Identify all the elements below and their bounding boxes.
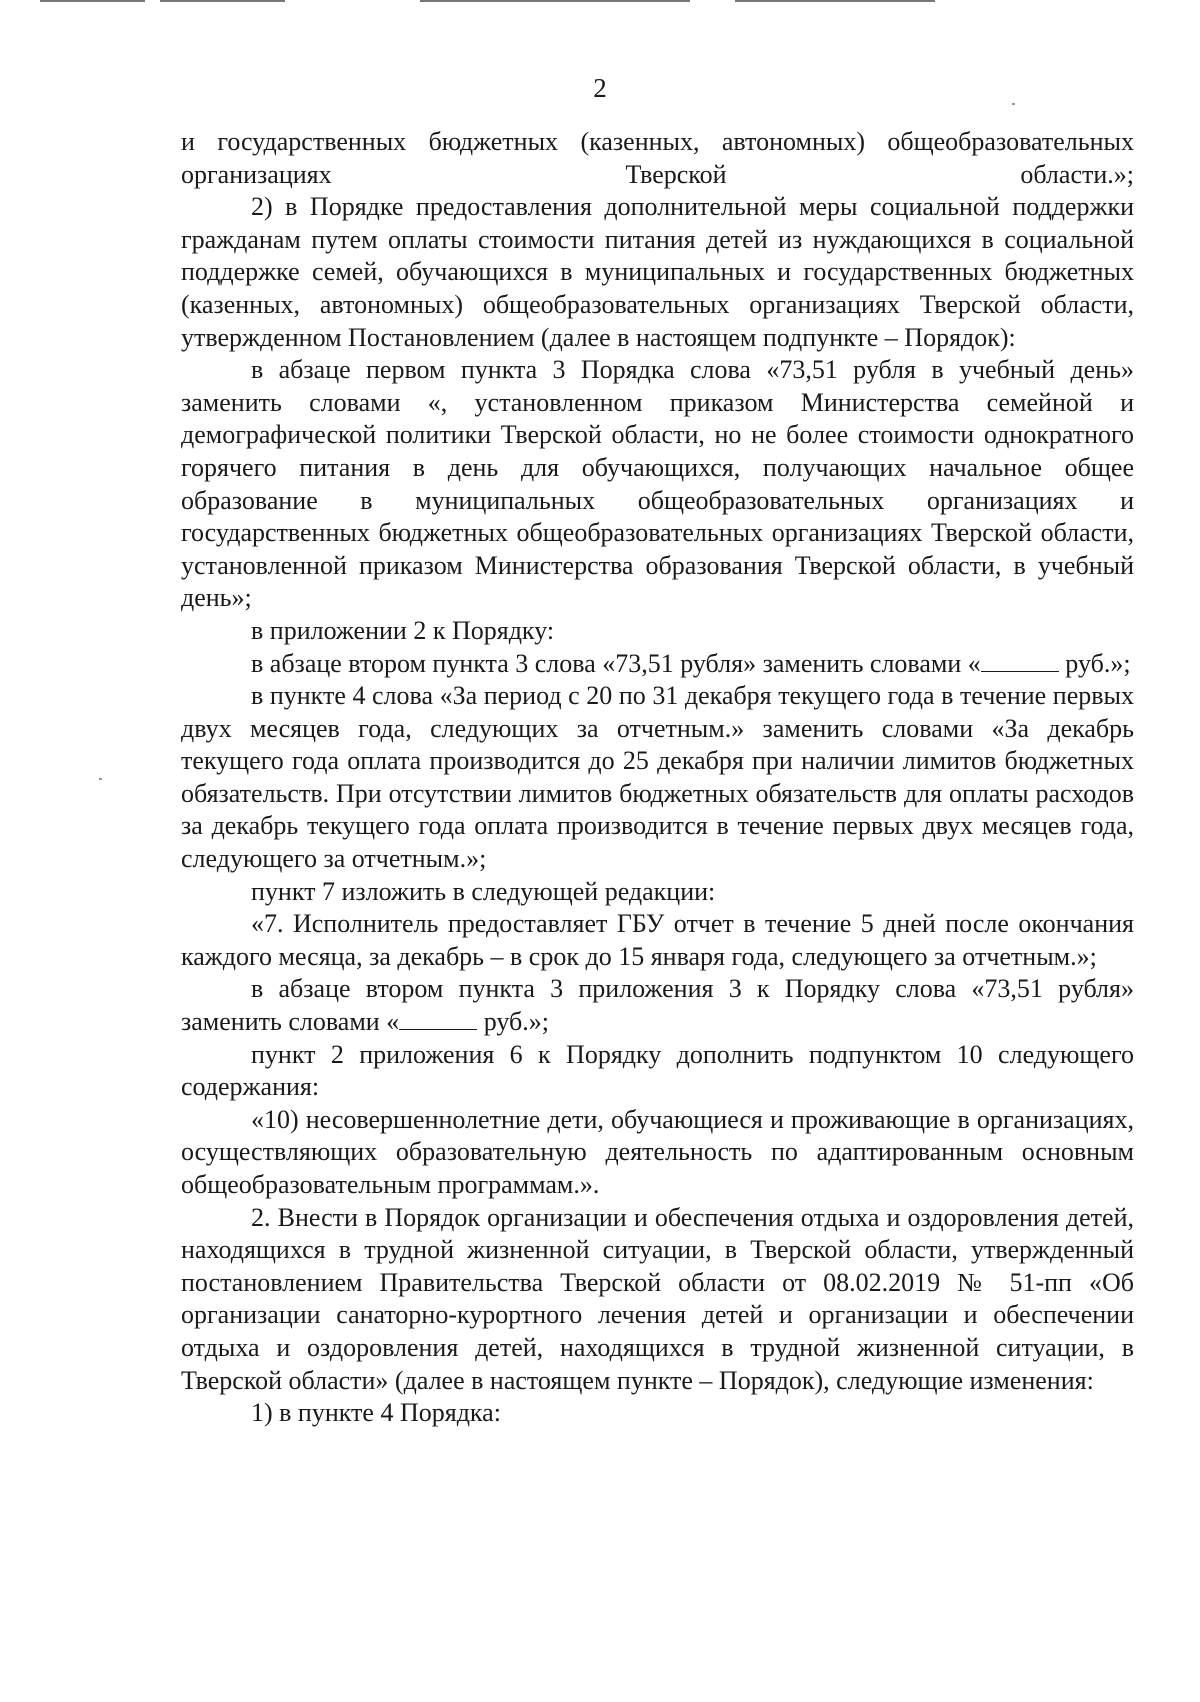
- paragraph: «7. Исполнитель предоставляет ГБУ отчет в течение 5 дней после окончания каждого месяца, за декабрь – в срок до 15 января года, следующего за отчетным.»;: [181, 909, 1134, 971]
- scan-edge-line: [735, 0, 935, 2]
- paragraph: 1) в пункте 4 Порядка:: [251, 1398, 501, 1428]
- scan-edge-line: [420, 0, 690, 2]
- scan-edge-line: [160, 0, 285, 2]
- paragraph: «10) несовершеннолетние дети, обучающиеся и проживающие в организациях, осуществляющих образовательную деятельность по адаптированным основным общеобразовательным программам.».: [181, 1104, 1134, 1199]
- blank-field: [399, 1007, 477, 1030]
- paragraph: пункт 7 изложить в следующей редакции:: [251, 876, 716, 906]
- paragraph-text: в абзаце втором пункта 3 слова «73,51 рубля» заменить словами «: [251, 648, 981, 678]
- paragraph: 2. Внести в Порядок организации и обеспечения отдыха и оздоровления детей, находящихся в трудной жизненной ситуации, в Тверской области, утвержденный постановлением Правительства Тверской области от 08.02.2019 № 51-пп «Об организации санаторно-курортного лечения детей и организации и обеспечении отдыха и оздоровления детей, находящихся в трудной жизненной ситуации, в Тверской области» (далее в настоящем пункте – Порядок), следующие изменения:: [181, 1202, 1134, 1395]
- paragraph: в приложении 2 к Порядку:: [251, 615, 555, 645]
- scan-edge-line: [40, 0, 145, 2]
- paragraph-text: руб.»;: [477, 1007, 549, 1037]
- paragraph: и государственных бюджетных (казенных, автономных) общеобразовательных организациях Тверской области.»;: [181, 127, 1134, 189]
- paragraph: [181, 648, 1134, 681]
- paragraph: [181, 973, 1134, 1038]
- paragraph: в пункте 4 слова «За период с 20 по 31 декабря текущего года в течение первых двух месяцев года, следующих за отчетным.» заменить словами «За декабрь текущего года оплата производится до 25 декабря при наличии лимитов бюджетных обязательств. При отсутствии лимитов бюджетных обязательств для оплаты расходов за декабрь текущего года оплата производится в течение первых двух месяцев года, следующего за отчетным.»;: [181, 681, 1134, 874]
- paragraph-text: в абзаце втором пункта 3 приложения 3 к Порядку слова «73,51 рубля» заменить словами «: [181, 974, 1134, 1037]
- paragraph: в абзаце первом пункта 3 Порядка слова «73,51 рубля в учебный день» заменить словами «, установленном приказом Министерства семейной и демографической политики Тверской области, но не более стоимости однократного горячего питания в день для обучающихся, получающих начальное общее образование в муниципальных общеобразовательных организациях и государственных бюджетных общеобразовательных организациях Тверской области, установленной приказом Министерства образования Тверской области, в учебный день»;: [181, 355, 1134, 613]
- page-number: 2: [593, 73, 607, 103]
- scan-speck: [1012, 103, 1015, 105]
- scan-speck: [99, 778, 102, 780]
- blank-field: [981, 649, 1059, 672]
- paragraph: 2) в Порядке предоставления дополнительной меры социальной поддержки гражданам путем оплаты стоимости питания детей из нуждающихся в социальной поддержке семей, обучающихся в муниципальных и государственных бюджетных (казенных, автономных) общеобразовательных организациях Тверской области, утвержденном Постановлением (далее в настоящем подпункте – Порядок):: [181, 192, 1134, 352]
- paragraph: пункт 2 приложения 6 к Порядку дополнить подпунктом 10 следующего содержания:: [181, 1039, 1134, 1102]
- paragraph-text: руб.»;: [1058, 648, 1131, 678]
- document-body: [181, 126, 1134, 1430]
